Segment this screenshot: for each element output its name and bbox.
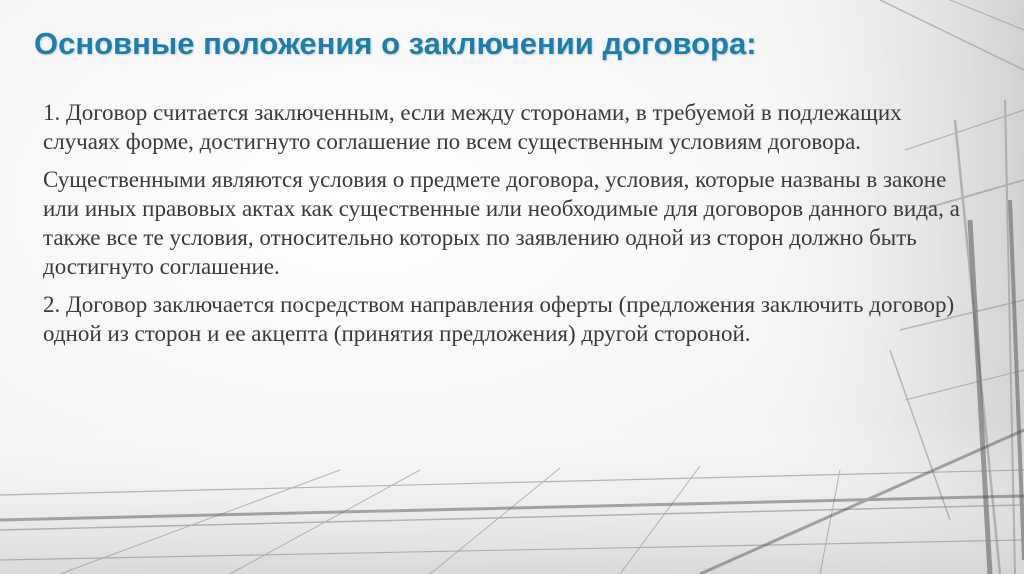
paragraph-contract-concluded: 1. Договор считается заключенным, если между сторонами, в требуемой в подлежащих случаях форме, достигнуто соглашение по всем существенным условиям договора. [43, 100, 902, 154]
slide-title: Основные положения о заключении договора: [34, 26, 757, 61]
slide-body [43, 98, 973, 357]
paragraph-essential-terms: Существенными являются условия о предмете договора, условия, которые названы в законе или иных правовых актах как существенные или необходимые для договоров данного вида, а также все те условия, относительно которых по заявлению одной из сторон должно быть достигнуто соглашение. [43, 167, 960, 279]
paragraph-offer-acceptance: 2. Договор заключается посредством направления оферты (предложения заключить договор) одной из сторон и ее акцепта (принятия предложения) другой стороной. [43, 292, 955, 346]
